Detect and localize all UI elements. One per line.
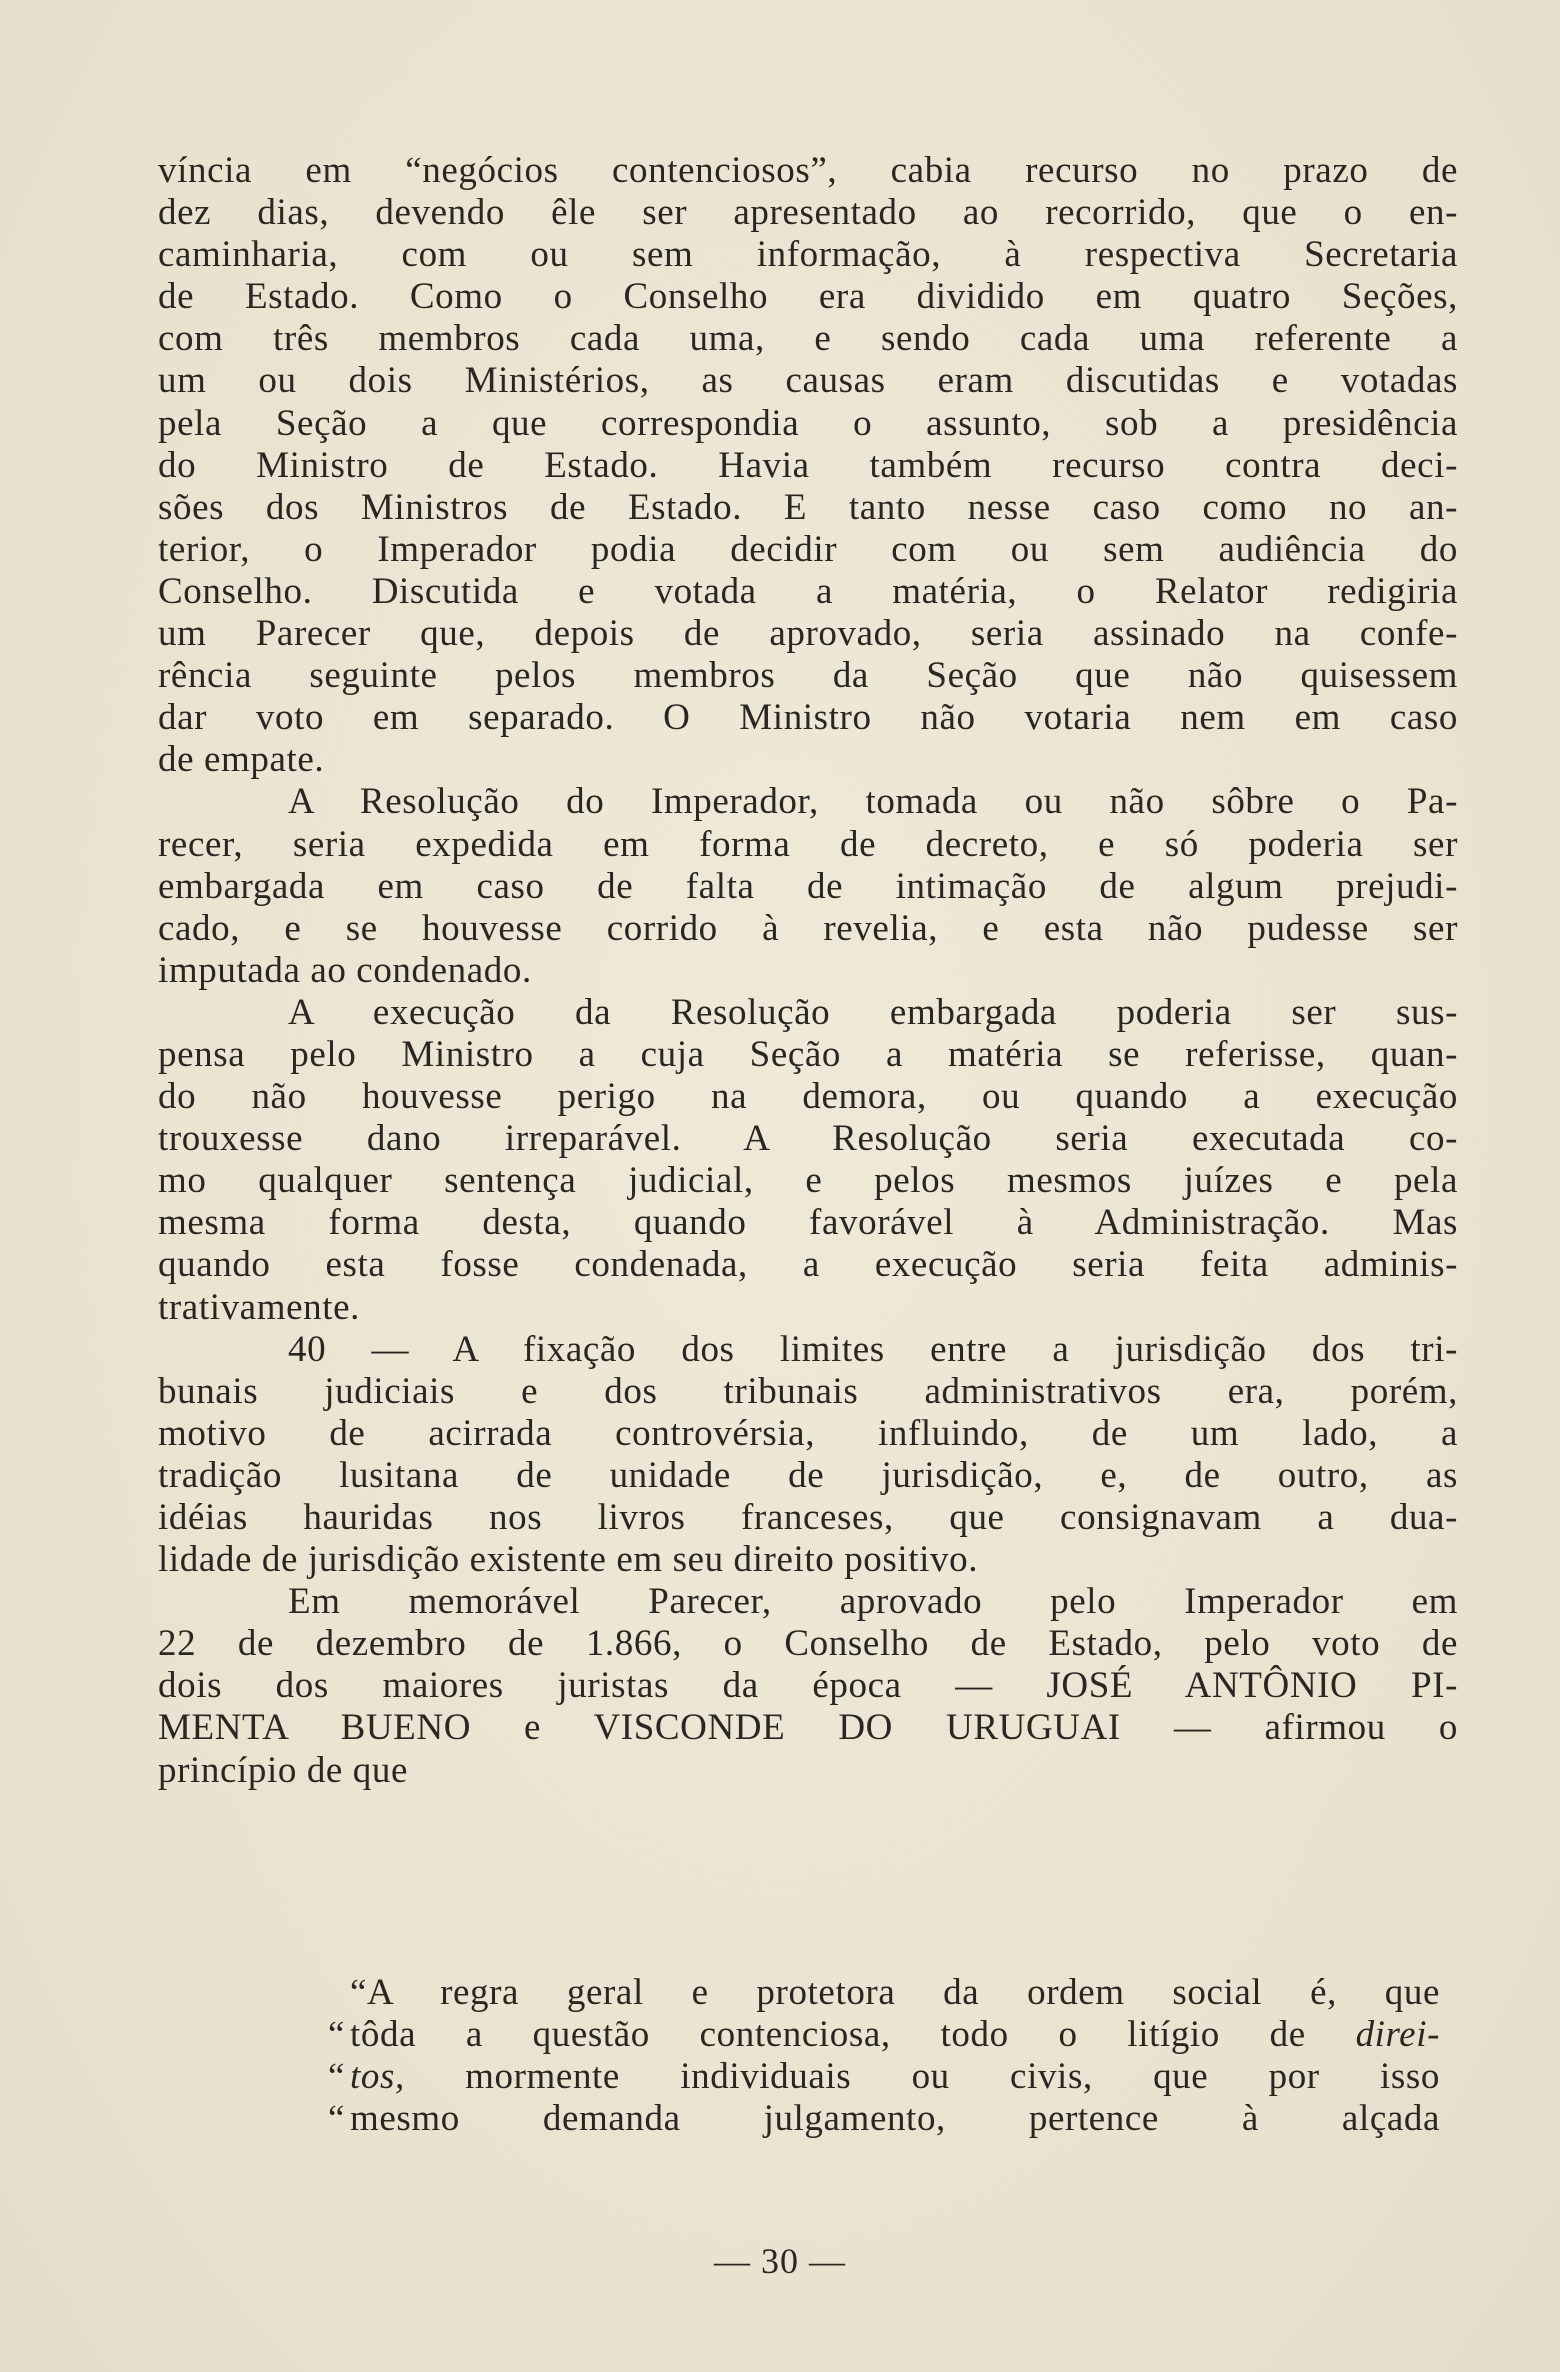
text-line: Conselho. Discutida e votada a matéria, o Relator redigiria xyxy=(158,570,1458,612)
text-line: tradição lusitana de unidade de jurisdição, e, de outro, as xyxy=(158,1454,1458,1496)
text-line: de Estado. Como o Conselho era dividido em quatro Seções, xyxy=(158,276,1458,318)
text-line: imputada ao condenado. xyxy=(158,949,532,991)
text-line: quando esta fosse condenada, a execução seria feita adminis- xyxy=(158,1244,1458,1286)
text-line: motivo de acirrada controvérsia, influindo, de um lado, a xyxy=(158,1412,1458,1454)
text-line: dez dias, devendo êle ser apresentado ao recorrido, que o en- xyxy=(158,192,1458,234)
text-line: pela Seção a que correspondia o assunto, sob a presidência xyxy=(158,402,1458,444)
text-line: dois dos maiores juristas da época — JOSÉ ANTÔNIO PI- xyxy=(158,1665,1458,1707)
text-line: mesma forma desta, quando favorável à Administração. Mas xyxy=(158,1202,1458,1244)
text-line: lidade de jurisdição existente em seu direito positivo. xyxy=(158,1539,979,1581)
text-line: rência seguinte pelos membros da Seção que não quisessem xyxy=(158,655,1458,697)
text-line: sões dos Ministros de Estado. E tanto nesse caso como no an- xyxy=(158,486,1458,528)
text-line: caminharia, com ou sem informação, à respectiva Secretaria xyxy=(158,234,1458,276)
quote-text: tôda a questão contenciosa, todo o litígio de xyxy=(350,2014,1356,2056)
quote-mark: “ xyxy=(328,2014,346,2056)
text-line: terior, o Imperador podia decidir com ou sem audiência do xyxy=(158,528,1458,570)
text-line: princípio de que xyxy=(158,1749,409,1791)
text-line: recer, seria expedida em forma de decreto, e só poderia ser xyxy=(158,823,1458,865)
text-line: um ou dois Ministérios, as causas eram discutidas e votadas xyxy=(158,360,1458,402)
text-line: um Parecer que, depois de aprovado, seria assinado na confe- xyxy=(158,613,1458,655)
quote-mark: “ xyxy=(328,2056,346,2098)
quote-mark: “ xyxy=(328,2098,346,2140)
text-line: com três membros cada uma, e sendo cada uma referente a xyxy=(158,318,1458,360)
text-line: embargada em caso de falta de intimação de algum prejudi- xyxy=(158,865,1458,907)
text-line: pensa pelo Ministro a cuja Seção a matéria se referisse, quan- xyxy=(158,1033,1458,1075)
quote-line: “A regra geral e protetora da ordem social é, que xyxy=(350,1972,1440,2013)
text-line: bunais judiciais e dos tribunais administrativos era, porém, xyxy=(158,1370,1458,1412)
quote-text: mesmo demanda julgamento, pertence à alçada xyxy=(350,2098,1440,2140)
quote-line xyxy=(328,2056,1440,2098)
text-line: idéias hauridas nos livros franceses, que consignavam a dua- xyxy=(158,1497,1458,1538)
quote-italic-text: direi- xyxy=(1355,2014,1440,2056)
text-line: 22 de dezembro de 1.866, o Conselho de Estado, pelo voto de xyxy=(158,1623,1458,1665)
quote-line xyxy=(328,2098,1440,2140)
text-line: trouxesse dano irreparável. A Resolução seria executada co- xyxy=(158,1118,1458,1160)
page-number: — 30 — xyxy=(714,2241,846,2281)
text-line: víncia em “negócios contenciosos”, cabia recurso no prazo de xyxy=(158,150,1458,191)
quote-line xyxy=(328,2014,1440,2056)
block-quote xyxy=(328,1972,1440,2140)
quote-italic-text: tos, xyxy=(350,2056,405,2098)
text-line: A Resolução do Imperador, tomada ou não sôbre o Pa- xyxy=(288,781,1458,823)
text-line: de empate. xyxy=(158,739,325,781)
body-text xyxy=(158,150,1458,1792)
text-line: cado, e se houvesse corrido à revelia, e esta não pudesse ser xyxy=(158,907,1458,949)
quote-text: mormente individuais ou civis, que por isso xyxy=(404,2056,1440,2098)
text-line: Em memorável Parecer, aprovado pelo Imperador em xyxy=(288,1581,1458,1623)
text-line: MENTA BUENO e VISCONDE DO URUGUAI — afirmou o xyxy=(158,1707,1458,1749)
text-line: A execução da Resolução embargada poderia ser sus- xyxy=(288,991,1458,1033)
text-line: do Ministro de Estado. Havia também recurso contra deci- xyxy=(158,444,1458,486)
text-line: trativamente. xyxy=(158,1286,360,1328)
text-line: dar voto em separado. O Ministro não votaria nem em caso xyxy=(158,697,1458,739)
text-line: 40 — A fixação dos limites entre a jurisdição dos tri- xyxy=(288,1328,1458,1370)
text-line: do não houvesse perigo na demora, ou quando a execução xyxy=(158,1076,1458,1118)
text-line: mo qualquer sentença judicial, e pelos mesmos juízes e pela xyxy=(158,1160,1458,1202)
